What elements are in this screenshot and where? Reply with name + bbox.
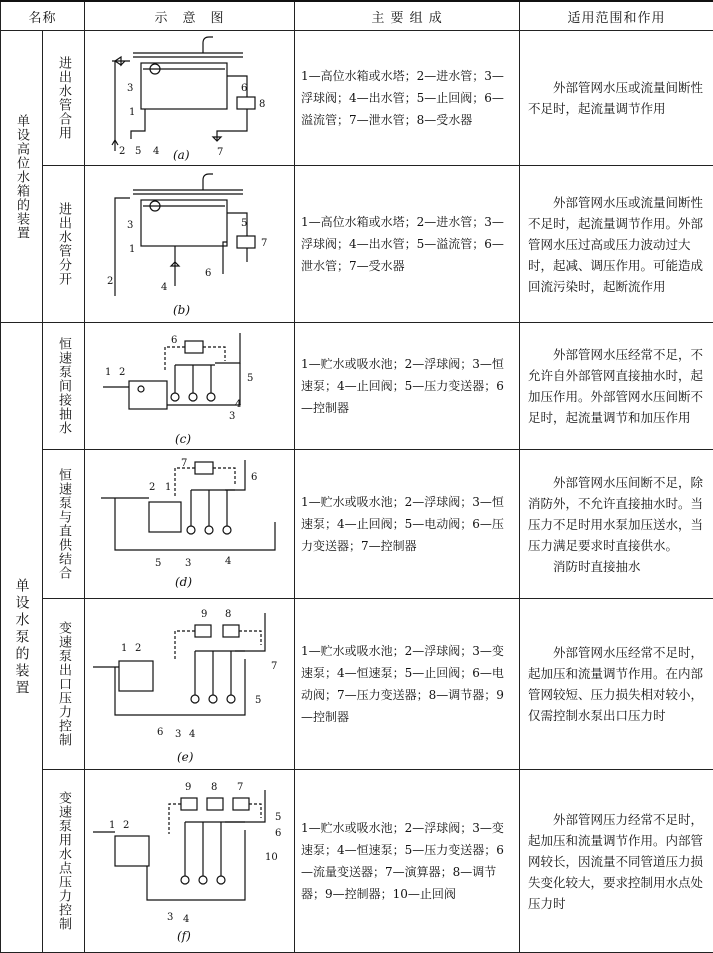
table-row xyxy=(1,166,713,323)
diagram-label: 6 xyxy=(205,268,211,279)
usage-text: 外部管网水压经常不足，不允许自外部管网直接抽水时，起加压作用。外部管网水压间断不足时，起流量调节和加压作用 xyxy=(528,344,705,428)
diagram-label: 3 xyxy=(229,411,235,422)
diagram-label: 5 xyxy=(247,373,253,384)
diagram-e xyxy=(85,599,295,769)
table-row xyxy=(1,450,713,599)
diagram-cell xyxy=(85,166,295,323)
group-cell xyxy=(1,323,43,953)
diagram-label: 8 xyxy=(211,782,217,793)
diagram-label: 4 xyxy=(225,556,231,567)
diagram-label: 3 xyxy=(127,83,133,94)
diagram-label: 7 xyxy=(181,458,187,469)
group-label: 单设水泵的装置 xyxy=(6,578,38,697)
table-row xyxy=(1,599,713,770)
diagram-label: 10 xyxy=(265,852,278,863)
usage-cell xyxy=(520,323,713,450)
table-row xyxy=(1,770,713,953)
usage-text: 外部管网压力经常不足时，起加压和流量调节作用。内部管网较长，因流量不同管道压力损失变化较大，要求控制用水点处压力时 xyxy=(528,809,705,914)
diagram-label: 6 xyxy=(251,472,257,483)
diagram-label: 9 xyxy=(201,609,207,620)
diagram-caption: (f) xyxy=(177,929,191,943)
diagram-label: 2 xyxy=(123,820,129,831)
usage-text: 消防时直接抽水 xyxy=(528,556,705,577)
usage-cell xyxy=(520,166,713,323)
diagram-label: 5 xyxy=(275,812,281,823)
diagram-label: 3 xyxy=(167,912,173,923)
diagram-label: 7 xyxy=(261,238,267,249)
usage-cell xyxy=(520,599,713,770)
diagram-cell xyxy=(85,770,295,953)
table-row xyxy=(1,323,713,450)
composition-cell: 1—贮水或吸水池；2—浮球阀；3—恒速泵；4—止回阀；5—电动阀；6—压力变送器；7—控制器 xyxy=(295,450,520,599)
diagram-label: 8 xyxy=(225,609,231,620)
diagram-label: 1 xyxy=(165,482,171,493)
usage-cell xyxy=(520,31,713,166)
row-label: 恒速泵与直供结合 xyxy=(56,468,71,580)
diagram-label: 2 xyxy=(119,367,125,378)
diagram-label: 4 xyxy=(235,399,241,410)
header-diagram: 示 意 图 xyxy=(85,1,295,31)
diagram-label: 6 xyxy=(171,335,177,346)
composition-cell: 1—贮水或吸水池；2—浮球阀；3—恒速泵；4—止回阀；5—压力变送器；6—控制器 xyxy=(295,323,520,450)
diagram-a xyxy=(85,31,295,165)
usage-cell xyxy=(520,770,713,953)
diagram-caption: (e) xyxy=(177,750,194,764)
diagram-label: 4 xyxy=(161,282,167,293)
diagram-label: 8 xyxy=(259,99,265,110)
diagram-label: 7 xyxy=(217,147,223,158)
diagram-label: 6 xyxy=(241,83,247,94)
row-label: 变速泵用水点压力控制 xyxy=(56,791,71,931)
sub-cell xyxy=(43,166,85,323)
diagram-label: 2 xyxy=(119,146,125,157)
composition-cell: 1—高位水箱或水塔；2—进水管；3—浮球阀；4—出水管；5—溢流管；6—泄水管；7—受水器 xyxy=(295,166,520,323)
sub-cell xyxy=(43,450,85,599)
diagram-cell xyxy=(85,599,295,770)
diagram-label: 5 xyxy=(241,218,247,229)
sub-cell xyxy=(43,31,85,166)
diagram-label: 7 xyxy=(237,782,243,793)
usage-text: 外部管网水压经常不足时，起加压和流量调节作用。在内部管网较短、压力损失相对较小，仅需控制水泵出口压力时 xyxy=(528,642,705,726)
row-label: 进出水管分开 xyxy=(56,202,71,286)
sub-cell xyxy=(43,323,85,450)
diagram-label: 4 xyxy=(153,146,159,157)
table-row xyxy=(1,31,713,166)
row-label: 进出水管合用 xyxy=(56,56,71,140)
diagram-f xyxy=(85,770,295,952)
diagram-cell xyxy=(85,31,295,166)
composition-cell: 1—贮水或吸水池；2—浮球阀；3—变速泵；4—恒速泵；5—止回阀；6—电动阀；7—压力变送器；8—调节器；9—控制器 xyxy=(295,599,520,770)
diagram-caption: (d) xyxy=(175,575,192,589)
diagram-label: 1 xyxy=(129,244,135,255)
sub-cell xyxy=(43,599,85,770)
diagram-label: 5 xyxy=(255,695,261,706)
diagram-label: 3 xyxy=(185,558,191,569)
diagram-label: 1 xyxy=(105,367,111,378)
sub-cell xyxy=(43,770,85,953)
diagram-label: 2 xyxy=(107,276,113,287)
diagram-c xyxy=(85,323,295,449)
diagram-label: 2 xyxy=(135,643,141,654)
diagram-label: 7 xyxy=(271,661,277,672)
diagram-b xyxy=(85,166,295,322)
diagram-caption: (a) xyxy=(173,148,190,162)
diagram-label: 3 xyxy=(127,220,133,231)
diagram-label: 6 xyxy=(157,727,163,738)
diagram-label: 1 xyxy=(129,107,135,118)
group-label: 单设高位水箱的装置 xyxy=(14,114,29,240)
diagram-cell xyxy=(85,323,295,450)
diagram-label: 5 xyxy=(135,146,141,157)
diagram-caption: (b) xyxy=(173,303,190,317)
diagram-label: 4 xyxy=(183,914,189,925)
diagram-caption: (c) xyxy=(175,432,191,446)
diagram-label: 4 xyxy=(189,729,195,740)
composition-cell: 1—高位水箱或水塔；2—进水管；3—浮球阀；4—出水管；5—止回阀；6—溢流管；7—泄水管；8—受水器 xyxy=(295,31,520,166)
header-composition: 主 要 组 成 xyxy=(295,1,520,31)
row-label: 恒速泵间接抽水 xyxy=(56,337,71,435)
header-name: 名称 xyxy=(1,1,85,31)
header-usage: 适用范围和作用 xyxy=(520,1,713,31)
diagram-label: 1 xyxy=(109,820,115,831)
diagram-d xyxy=(85,450,295,598)
diagram-label: 3 xyxy=(175,729,181,740)
diagram-label: 1 xyxy=(121,643,127,654)
diagram-label: 9 xyxy=(185,782,191,793)
diagram-label: 2 xyxy=(149,482,155,493)
usage-text: 外部管网水压或流量间断性不足时，起流量调节作用。外部管网水压过高或压力波动过大时，起减、调压作用。可能造成回流污染时，起断流作用 xyxy=(528,192,705,297)
usage-text: 外部管网水压或流量间断性不足时，起流量调节作用 xyxy=(528,77,705,119)
usage-text: 外部管网水压间断不足，除消防外，不允许直接抽水时。当压力不足时用水泵加压送水，当压力满足要求时直接供水。 xyxy=(528,472,705,556)
row-label: 变速泵出口压力控制 xyxy=(56,621,71,747)
diagram-label: 6 xyxy=(275,828,281,839)
diagram-label: 5 xyxy=(155,558,161,569)
usage-cell xyxy=(520,450,713,599)
composition-cell: 1—贮水或吸水池；2—浮球阀；3—变速泵；4—恒速泵；5—压力变送器；6—流量变送器；7—演算器；8—调节器；9—控制器；10—止回阀 xyxy=(295,770,520,953)
group-cell xyxy=(1,31,43,323)
diagram-cell xyxy=(85,450,295,599)
